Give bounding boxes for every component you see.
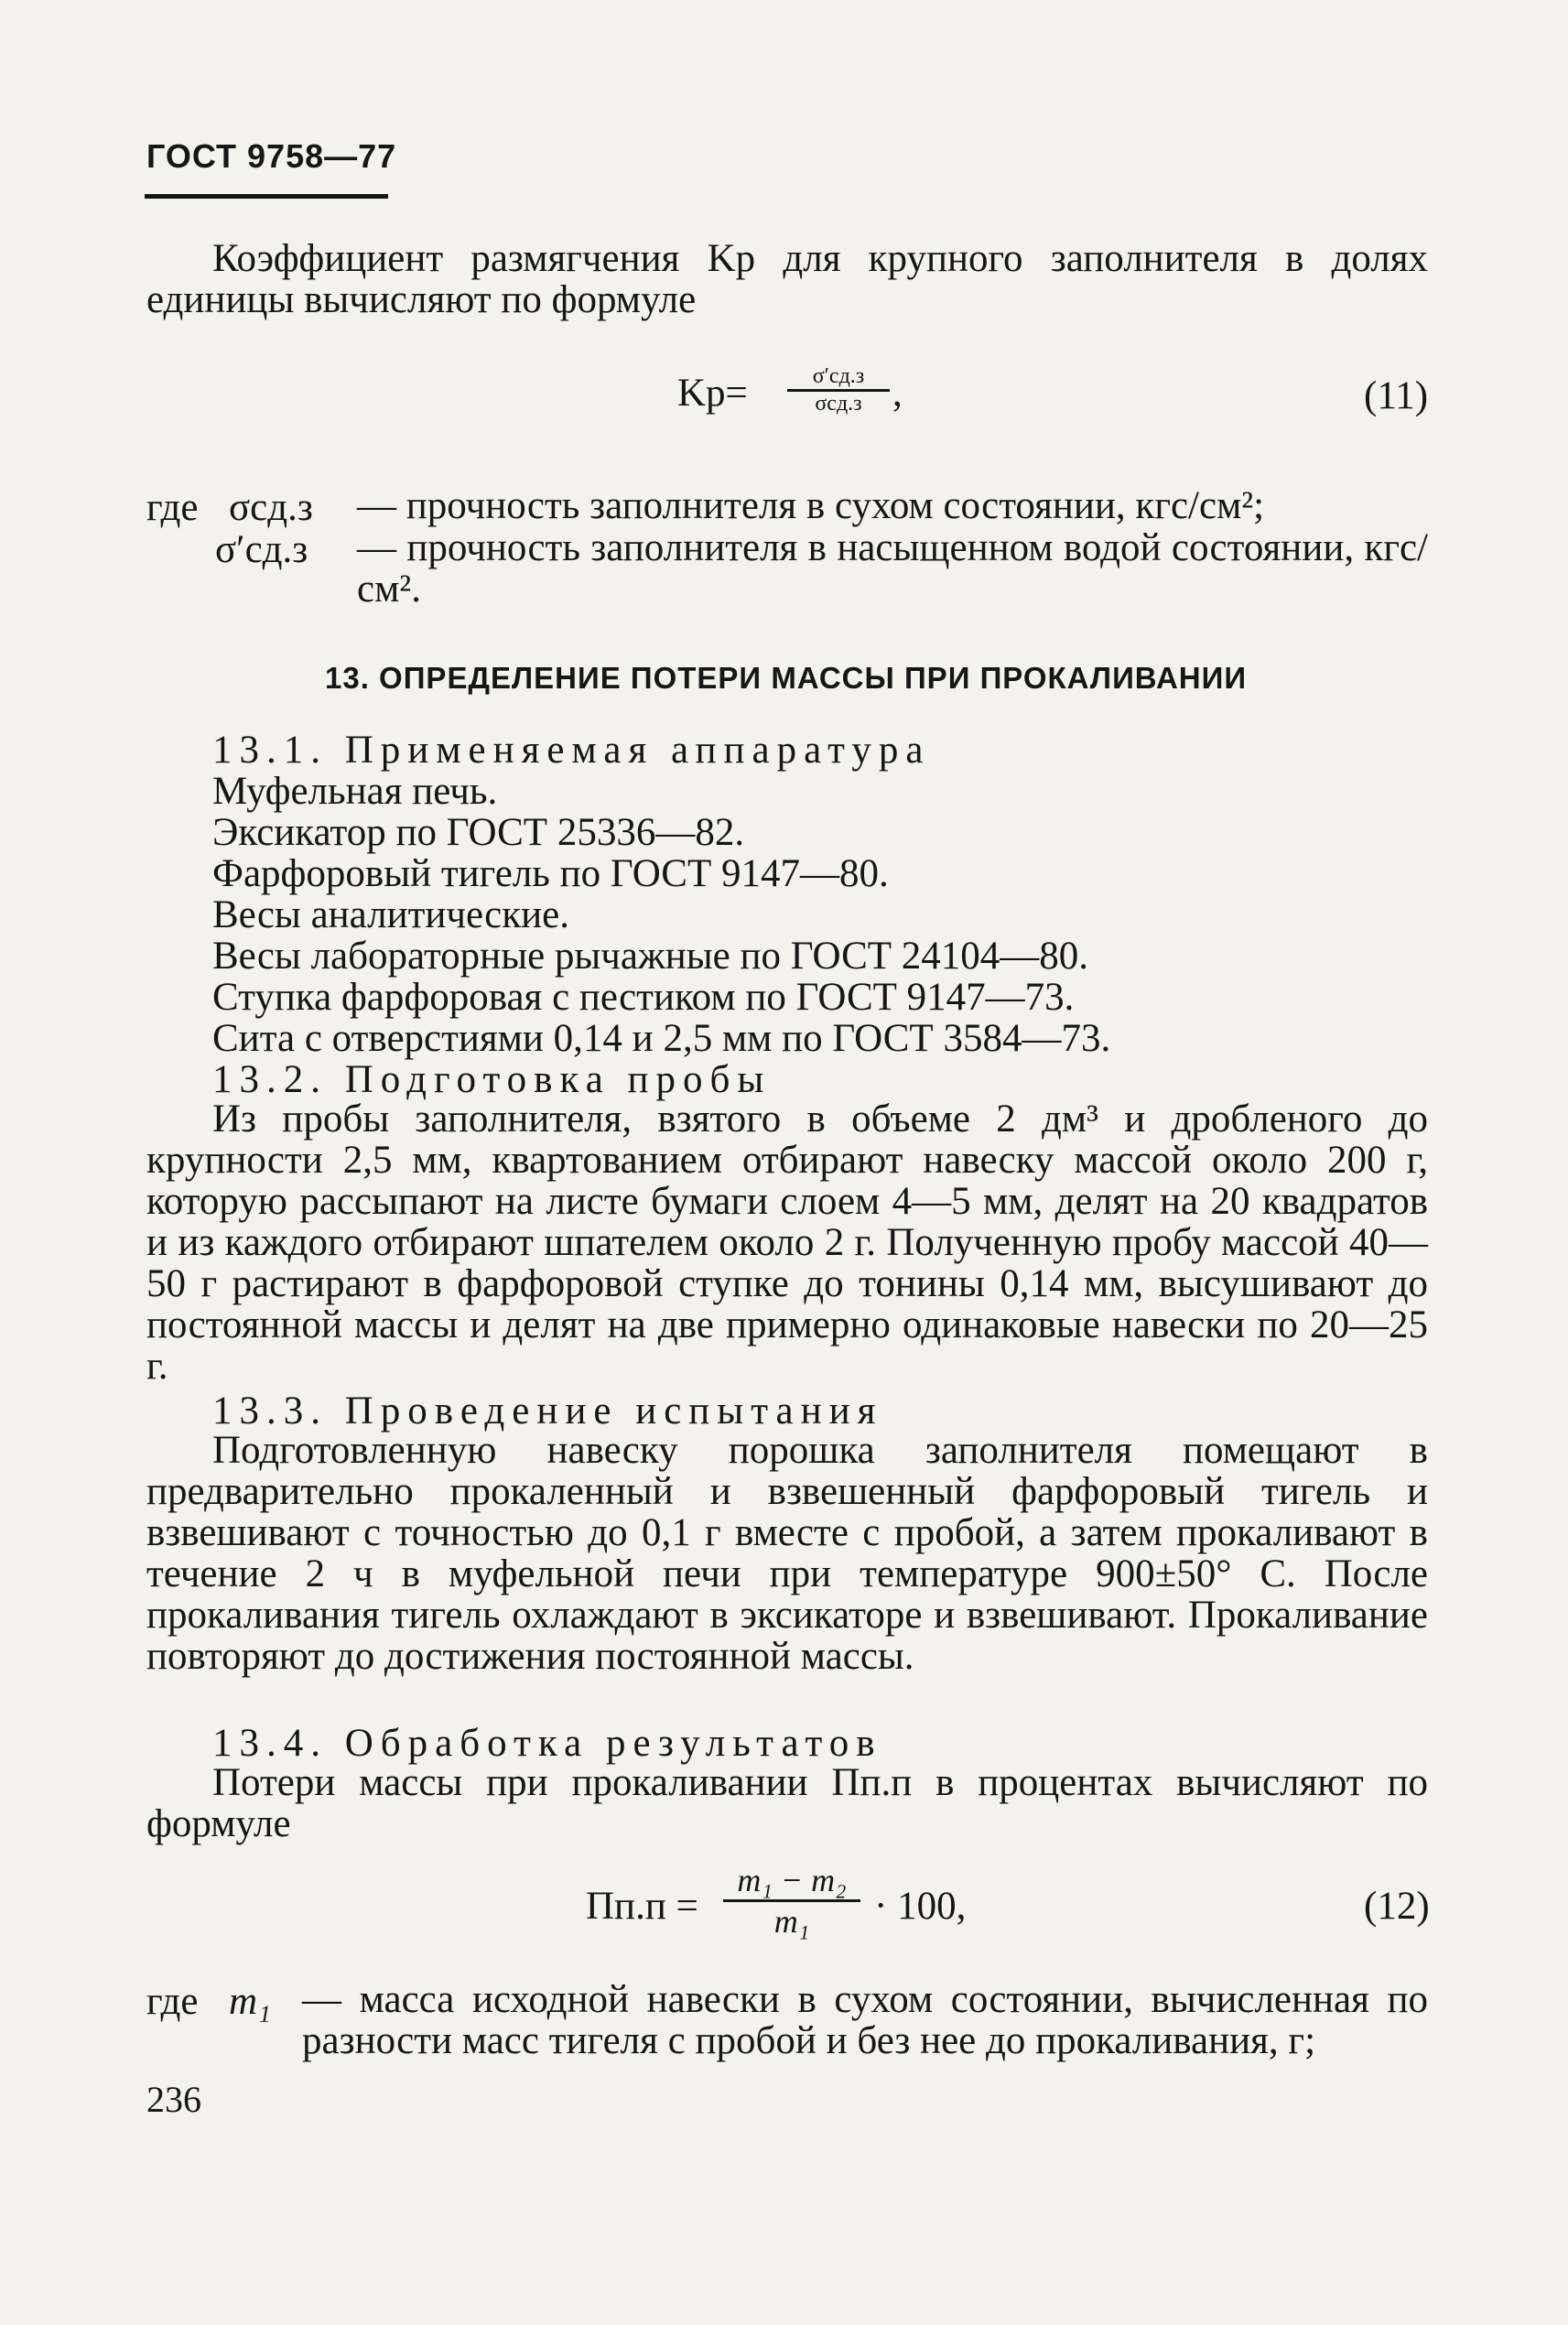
formula-12-numerator: m₁ − m₂: [737, 1862, 847, 1898]
where-label: где: [146, 486, 199, 529]
def2-symbol: σ′сд.з: [215, 528, 308, 571]
header-rule: [145, 194, 388, 199]
formula-11-comma: ,: [892, 372, 903, 415]
def-m1-symbol: m₁: [229, 1980, 272, 2023]
subsection-13-4-heading: 13.4. Обработка результатов: [212, 1722, 882, 1765]
formula-12-denominator: m₁: [773, 1903, 810, 1940]
formula-12-fraction: [723, 1861, 860, 1941]
formula-12-lhs: Пп.п =: [586, 1885, 698, 1928]
formula-11-fraction: [787, 364, 890, 416]
formula-11: [677, 371, 748, 416]
apparatus-item: Весы аналитические.: [212, 893, 570, 936]
subsection-13-3-heading: 13.3. Проведение испытания: [212, 1390, 883, 1433]
page-number: 236: [146, 2079, 201, 2120]
equation-number-12: (12): [1364, 1885, 1430, 1928]
formula-11-lhs: Kр=: [677, 372, 748, 415]
apparatus-item: Муфельная печь.: [212, 770, 498, 813]
apparatus-item: Ступка фарфоровая с пестиком по ГОСТ 9147—73.: [212, 976, 1075, 1019]
subsection-13-4-text: Потери массы при прокаливании Пп.п в процентах вычисляют по формуле: [146, 1761, 1428, 1845]
def-m1-text: — масса исходной навески в сухом состоянии, вычисленная по разности масс тигеля с пробой и без нее до прокаливания, г;: [302, 1978, 1428, 2062]
section-13-title: 13. ОПРЕДЕЛЕНИЕ ПОТЕРИ МАССЫ ПРИ ПРОКАЛИВАНИИ: [325, 661, 1248, 695]
def2-text: — прочность заполнителя в насыщенном водой состоянии, кгс/см².: [357, 526, 1428, 611]
apparatus-item: Фарфоровый тигель по ГОСТ 9147—80.: [212, 852, 889, 895]
formula-11-numerator: σ′сд.з: [812, 364, 865, 388]
formula-11-denominator: σсд.з: [815, 392, 862, 416]
def1-symbol: σсд.з: [229, 486, 313, 529]
subsection-13-1-heading: 13.1. Применяемая аппаратура: [212, 729, 931, 772]
apparatus-item: Сита с отверстиями 0,14 и 2,5 мм по ГОСТ 3584—73.: [212, 1017, 1111, 1060]
apparatus-item: Весы лабораторные рычажные по ГОСТ 24104—80.: [212, 935, 1089, 978]
subsection-13-2-heading: 13.2. Подготовка пробы: [212, 1058, 772, 1101]
softening-intro: Коэффициент размягчения Kр для крупного заполнителя в долях единицы вычисляют по формуле: [146, 237, 1428, 321]
subsection-13-3-text: Подготовленную навеску порошка заполнителя помещают в предварительно прокаленный и взвешенный фарфоровый тигель и взвешивают с точностью до 0,1 г вместе с пробой, а затем прокаливают в течение 2 ч в муфельной печи при температуре 900±50° С. После прокаливания тигель охлаждают в эксикаторе и взвешивают. Прокаливание повторяют до достижения постоянной массы.: [146, 1429, 1428, 1678]
def1-text: — прочность заполнителя в сухом состоянии, кгс/см²;: [357, 484, 1265, 527]
equation-number-11: (11): [1364, 374, 1429, 417]
standard-header: ГОСТ 9758—77: [146, 137, 397, 175]
subsection-13-2-text: Из пробы заполнителя, взятого в объеме 2 дм³ и дробленого до крупности 2,5 мм, квартованием отбирают навеску массой около 200 г, которую рассыпают на листе бумаги слоем 4—5 мм, делят на 20 квадратов и из каждого отбирают шпателем около 2 г. Полученную пробу массой 40—50 г растирают в фарфоровой ступке до тонины 0,14 мм, высушивают до постоянной массы и делят на две примерно одинаковые навески по 20—25 г.: [146, 1098, 1428, 1388]
apparatus-item: Эксикатор по ГОСТ 25336—82.: [212, 811, 745, 854]
where-label: где: [146, 1980, 199, 2023]
formula-12-tail: · 100,: [874, 1885, 967, 1928]
